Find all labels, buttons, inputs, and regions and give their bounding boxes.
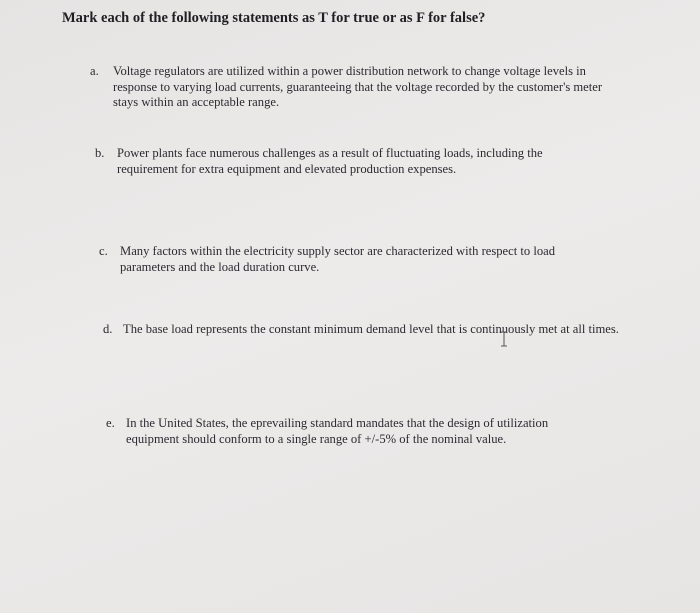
statement-letter: b. [95, 146, 105, 160]
statement-letter: a. [90, 64, 99, 78]
statement-text: Voltage regulators are utilized within a power distribution network to change voltage levels in response to varying load currents, guaranteeing that the voltage recorded by the customer's meter stays within an acceptable range. [113, 64, 603, 109]
statement-text: Many factors within the electricity supply sector are characterized with respect to load parameters and the load duration curve. [120, 244, 556, 274]
statement-text: The base load represents the constant minimum demand level that is continuously met at all times. [123, 322, 619, 336]
text-cursor-icon [499, 330, 509, 348]
statement-letter: e. [106, 416, 115, 430]
question-title: Mark each of the following statements as T for true or as F for false? [62, 10, 486, 26]
statement-letter: d. [103, 322, 113, 336]
statement-text: Power plants face numerous challenges as a result of fluctuating loads, including the requirement for extra equipment and elevated production expenses. [117, 146, 543, 176]
statement-letter: c. [99, 244, 108, 258]
statement-text: In the United States, the eprevailing standard mandates that the design of utilization equipment should conform to a single range of +/-5% of the nominal value. [126, 416, 549, 446]
